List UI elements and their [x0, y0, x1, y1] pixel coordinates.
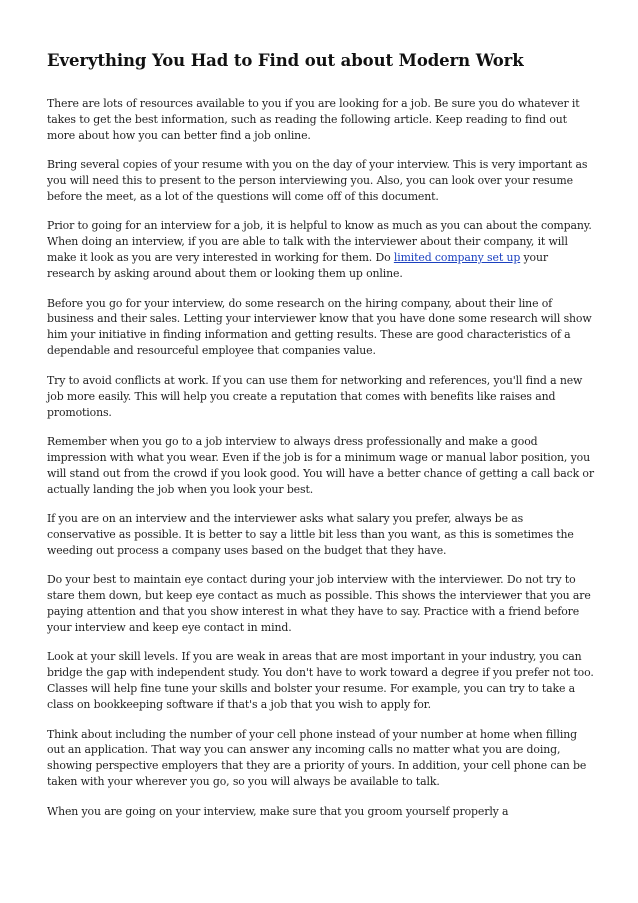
paragraph-8: Do your best to maintain eye contact during your job interview with the interviewer. Do not try to stare them down, but keep eye contact as much as possible. This shows the interviewer that you are paying attention and that you show interest in what they have to say. Practice with a friend before your interview and keep eye contact in mind.	[47, 573, 591, 634]
paragraph-10: Think about including the number of your cell phone instead of your number at home when filling out an application. That way you can answer any incoming calls no matter what you are doing, showing perspective employers that they are a priority of yours. In addition, your cell phone can be taken with your wherever you go, so you will always be available to talk.	[47, 727, 587, 789]
paragraph-4: Before you go for your interview, do some research on the hiring company, about their line of business and their sales. Letting your interviewer know that you have done some research will show him your initiative in finding information and getting results. These are good characteristics of a dependable and resourceful employee that companies value.	[47, 296, 592, 358]
paragraph-3-text-before: Prior to going for an interview for a job, it is helpful to know as much as you can about the company. When doing an interview, if you are able to talk with the interviewer about their company, it will make it look as you are very interested in working for them. Do	[47, 219, 592, 265]
paragraph-3	[47, 218, 595, 282]
document-page	[47, 50, 595, 833]
paragraph-2: Bring several copies of your resume with you on the day of your interview. This is very important as you will need this to present to the person interviewing you. Also, you can look over your resume before the meet, as a lot of the questions will come off of this document.	[47, 158, 588, 204]
paragraph-11: When you are going on your interview, make sure that you groom yourself properly a	[47, 804, 509, 818]
paragraph-1: There are lots of resources available to you if you are looking for a job. Be sure you do whatever it takes to get the best information, such as reading the following article. Keep reading to find out more about how you can better find a job online.	[47, 97, 580, 142]
document-title: Everything You Had to Find out about Modern Work	[47, 51, 524, 70]
paragraph-7: If you are on an interview and the interviewer asks what salary you prefer, always be as conservative as possible. It is better to say a little bit less than you want, as this is sometimes the weeding out process a company uses based on the budget that they have.	[47, 512, 574, 557]
paragraph-9: Look at your skill levels. If you are weak in areas that are most important in your industry, you can bridge the gap with independent study. You don't have to work toward a degree if you prefer not too. Classes will help fine tune your skills and bolster your resume. For example, you can try to take a class on bookkeeping software if that's a job that you wish to apply for.	[47, 650, 594, 712]
paragraph-5: Try to avoid conflicts at work. If you can use them for networking and references, you'll find a new job more easily. This will help you create a reputation that comes with benefits like raises and promotions.	[47, 373, 583, 419]
paragraph-3-text-after: your research by asking around about them or looking them up online.	[47, 251, 548, 281]
limited-company-set-up-link[interactable]: limited company set up	[393, 251, 521, 265]
paragraph-6: Remember when you go to a job interview to always dress professionally and make a good impression with what you wear. Even if the job is for a minimum wage or manual labor position, you will stand out from the crowd if you look good. You will have a better chance of getting a call back or actually landing the job when you look your best.	[47, 434, 594, 496]
